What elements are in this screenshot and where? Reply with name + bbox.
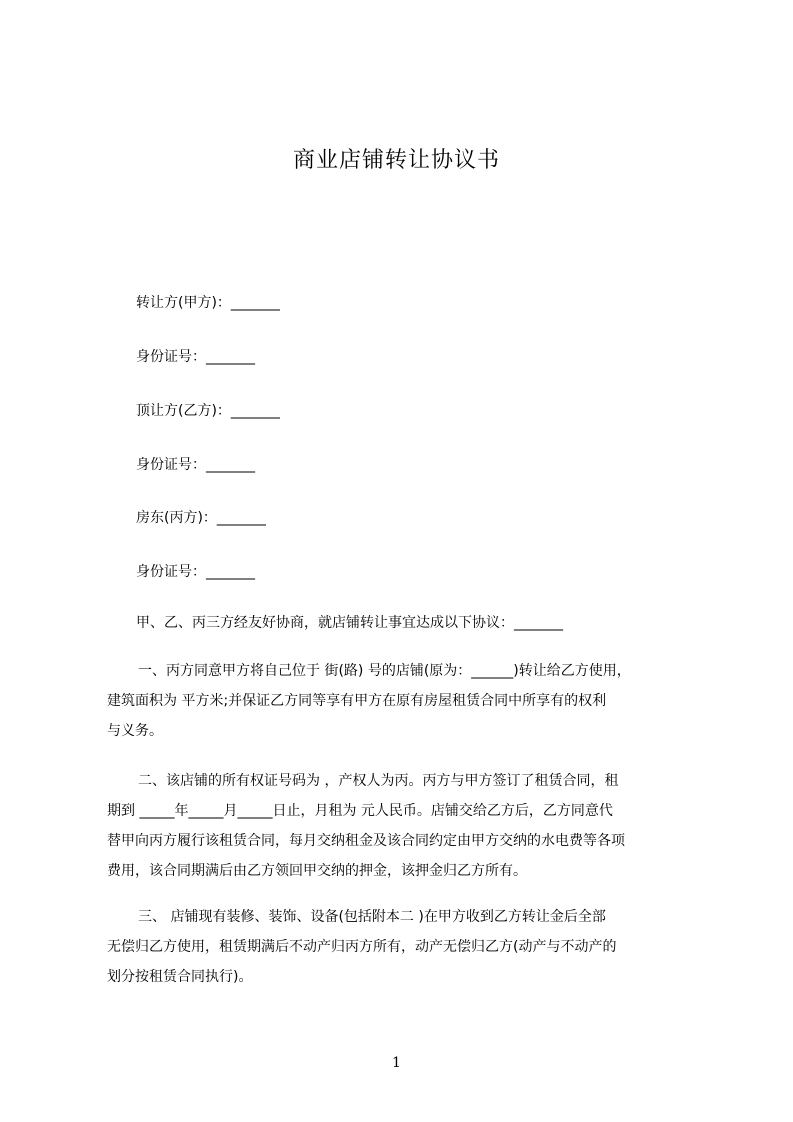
clause-2-line: 二、该店铺的所有权证号码为 ，产权人为丙。丙方与甲方签订了租赁合同，租 [138, 773, 619, 789]
landlord-field: 房东(丙方)：_______ [136, 510, 266, 526]
document-title: 商业店铺转让协议书 [292, 148, 500, 173]
clause-3 [107, 902, 699, 992]
clause-3-line: 无偿归乙方使用，租赁期满后不动产归丙方所有，动产无偿归乙方(动产与不动产的 [107, 939, 617, 955]
clause-2 [107, 766, 699, 886]
landlord-id-field: 身份证号：_______ [136, 564, 255, 580]
clause-2-line: 期到 _____年_____月_____日止，月租为 元人民币。店铺交给乙方后，乙方同意代 [107, 803, 613, 819]
clause-1 [107, 656, 699, 746]
transferee-id-field: 身份证号：_______ [136, 457, 255, 473]
transferor-id-field: 身份证号：_______ [136, 349, 255, 365]
clause-1-line: 与义务。 [107, 723, 163, 739]
clause-2-line: 替甲向丙方履行该租赁合同，每月交纳租金及该合同约定由甲方交纳的水电费等各项 [107, 833, 625, 849]
page-number: 1 [392, 1055, 401, 1071]
clause-1-line: 建筑面积为 平方米;并保证乙方同等享有甲方在原有房屋租赁合同中所享有的权利 [107, 693, 607, 709]
transferor-field: 转让方(甲方)：_______ [136, 295, 280, 311]
clause-2-line: 费用，该合同期满后由乙方领回甲交纳的押金，该押金归乙方所有。 [107, 863, 527, 879]
clause-1-line: 一、丙方同意甲方将自己位于 街(路) 号的店铺(原为：______)转让给乙方使用， [138, 663, 631, 679]
intro-paragraph: 甲、乙、丙三方经友好协商，就店铺转让事宜达成以下协议：_______ [136, 615, 563, 631]
transferee-field: 顶让方(乙方)：_______ [136, 403, 280, 419]
clause-3-line: 划分按租赁合同执行)。 [107, 969, 253, 985]
clause-3-line: 三、 店铺现有装修、装饰、设备(包括附本二 )在甲方收到乙方转让金后全部 [138, 909, 606, 925]
